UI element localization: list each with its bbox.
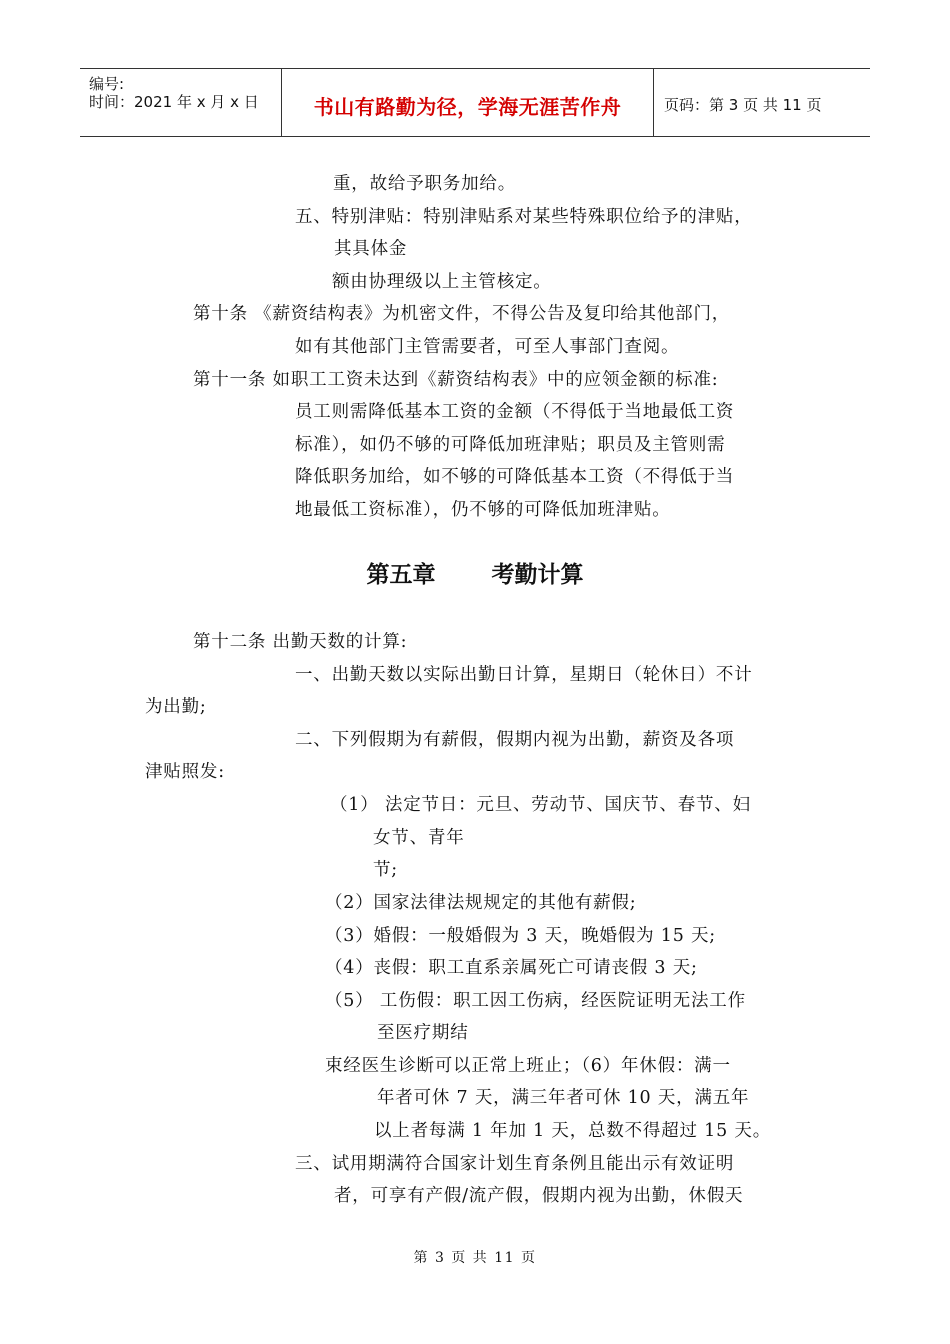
text-line: 额由协理级以上主管核定。 [332,272,552,292]
text-line: 束经医生诊断可以正常上班止；（6）年休假：满一 [325,1056,731,1076]
text-line: 五、特别津贴：特别津贴系对某些特殊职位给予的津贴， [295,207,753,227]
text-line: 一、出勤天数以实际出勤日计算，星期日（轮休日）不计 [295,665,753,685]
text-line: 三、试用期满符合国家计划生育条例且能出示有效证明 [295,1154,735,1174]
text-line: 女节、青年 [373,828,465,848]
article-10: 第十条 《薪资结构表》为机密文件，不得公告及复印给其他部门， [193,304,731,324]
header-page-cell [654,69,870,136]
text-line: 标准），如仍不够的可降低加班津贴；职员及主管则需 [295,435,726,455]
text-line: 者，可享有产假/流产假，假期内视为出勤，休假天 [334,1186,744,1206]
text-line: 重，故给予职务加给。 [333,174,516,194]
text-line: 地最低工资标准），仍不够的可降低加班津贴。 [295,500,671,520]
text-line: 以上者每满 1 年加 1 天，总数不得超过 15 天。 [374,1121,772,1141]
document-number-label: 编号: [89,75,125,93]
list-item: （4）丧假：职工直系亲属死亡可请丧假 3 天; [325,958,698,978]
chapter-heading [0,556,950,589]
text-line: 降低职务加给，如不够的可降低基本工资（不得低于当 [295,467,735,487]
header-motto: 书山有路勤为径，学海无涯苦作舟 [313,95,622,119]
text-line: 津贴照发: [145,762,225,782]
document-header [80,68,870,137]
text-line: 员工则需降低基本工资的金额（不得低于当地最低工资 [295,402,735,422]
text-line: 为出勤; [145,697,207,717]
page-footer: 第 3 页 共 11 页 [413,1250,537,1266]
text-line: 年者可休 7 天，满三年者可休 10 天，满五年 [377,1088,750,1108]
list-item: （3）婚假：一般婚假为 3 天，晚婚假为 15 天; [325,926,716,946]
text-line: 节; [373,860,398,880]
article-12: 第十二条 出勤天数的计算: [193,632,408,652]
list-item: （1） 法定节日：元旦、劳动节、国庆节、春节、妇 [330,795,751,815]
text-line: 其具体金 [334,239,408,259]
text-line: 至医疗期结 [377,1023,469,1043]
chapter-number: 第五章 [366,562,436,588]
document-date-label: 时间：2021 年 x 月 x 日 [89,93,259,111]
text-line: 如有其他部门主管需要者，可至人事部门查阅。 [295,337,680,357]
list-item: （5） 工伤假：职工因工伤病，经医院证明无法工作 [325,991,746,1011]
chapter-title: 考勤计算 [491,562,584,588]
list-item: （2）国家法律法规规定的其他有薪假; [325,893,637,913]
article-11: 第十一条 如职工工资未达到《薪资结构表》中的应领金额的标准: [193,370,719,390]
header-motto-cell [282,69,654,136]
header-info-cell [80,69,282,136]
header-page-info: 页码：第 3 页 共 11 页 [664,96,822,114]
text-line: 二、下列假期为有薪假，假期内视为出勤，薪资及各项 [295,730,735,750]
